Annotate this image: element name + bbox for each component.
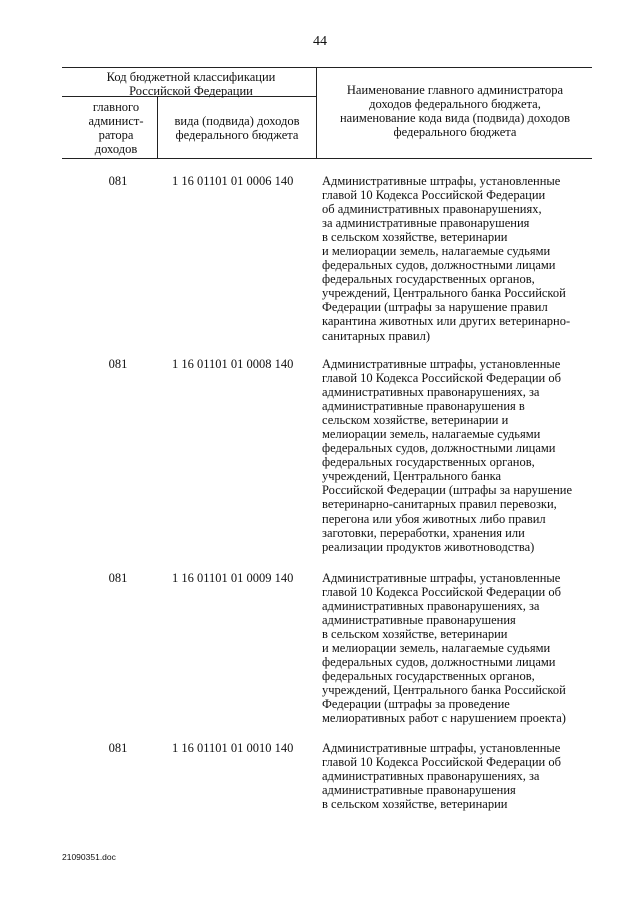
header-group-title: Код бюджетной классификации Российской Федерации: [106, 70, 276, 98]
revenue-name-line: в сельском хозяйстве, ветеринарии: [322, 627, 508, 642]
revenue-name-line: мелиорации земель, налагаемые судьями: [322, 427, 541, 442]
page-number: 44: [313, 34, 327, 49]
header-top-rule: [62, 67, 592, 68]
revenue-name: [322, 174, 592, 343]
revenue-code: 1 16 01101 01 0010 140: [172, 741, 294, 755]
header-bottom-rule: [62, 158, 592, 159]
header-col-admin: главного админист-ратора доходов: [88, 100, 144, 156]
revenue-name-line: федеральных государственных органов,: [322, 272, 535, 287]
revenue-name-line: учреждений, Центрального банка: [322, 469, 502, 484]
revenue-name-line: главой 10 Кодекса Российской Федерации: [322, 188, 546, 203]
revenue-name-line: административных правонарушениях, за: [322, 769, 540, 784]
revenue-name-line: административных правонарушениях, за: [322, 599, 540, 614]
revenue-name-line: Административные штрафы, установленные: [322, 741, 561, 755]
revenue-name-line: административные правонарушения в: [322, 399, 525, 414]
revenue-name-line: сельском хозяйстве, ветеринарии и: [322, 413, 509, 428]
revenue-name-line: карантина животных или других ветеринарно-: [322, 314, 571, 329]
revenue-name-line: за административные правонарушения: [322, 216, 530, 231]
revenue-name-line: об административных правонарушениях,: [322, 202, 542, 217]
revenue-name: [322, 571, 592, 726]
revenue-name-line: и мелиорации земель, налагаемые судьями: [322, 641, 551, 656]
revenue-name-line: административных правонарушениях, за: [322, 385, 540, 400]
header-divider-main: [316, 67, 317, 158]
revenue-name-line: федеральных судов, должностными лицами: [322, 258, 556, 273]
revenue-name-line: санитарных правил): [322, 328, 430, 343]
revenue-name-line: перегона или убоя животных либо правил: [322, 511, 546, 526]
admin-code: 081: [108, 741, 128, 755]
admin-code: 081: [108, 174, 128, 188]
admin-code: 081: [108, 571, 128, 585]
revenue-name-line: в сельском хозяйстве, ветеринарии: [322, 797, 508, 812]
header-col-code: вида (подвида) доходов федерального бюджета: [174, 114, 300, 142]
revenue-name-line: в сельском хозяйстве, ветеринарии: [322, 230, 508, 245]
revenue-name: [322, 357, 592, 554]
revenue-name-line: Федерации (штрафы за нарушение правил: [322, 300, 548, 315]
revenue-name-line: главой 10 Кодекса Российской Федерации об: [322, 755, 561, 770]
document-filename: 21090351.doc: [62, 852, 116, 862]
revenue-code: 1 16 01101 01 0006 140: [172, 174, 294, 188]
revenue-name: [322, 741, 592, 811]
revenue-name-line: главой 10 Кодекса Российской Федерации об: [322, 585, 561, 600]
revenue-name-line: и мелиорации земель, налагаемые судьями: [322, 244, 551, 259]
revenue-name-line: ветеринарно-санитарных правил перевозки,: [322, 497, 557, 512]
revenue-code: 1 16 01101 01 0009 140: [172, 571, 294, 585]
revenue-name-line: главой 10 Кодекса Российской Федерации об: [322, 371, 561, 386]
header-col-name: Наименование главного администратора доходов федерального бюджета, наименование кода вида (подвида) доходов федерального бюджета: [339, 83, 570, 139]
revenue-name-line: Федерации (штрафы за проведение: [322, 697, 510, 712]
admin-code: 081: [108, 357, 128, 371]
revenue-name-line: заготовки, переработки, хранения или: [322, 525, 525, 540]
revenue-name-line: Административные штрафы, установленные: [322, 357, 561, 371]
revenue-code: 1 16 01101 01 0008 140: [172, 357, 294, 371]
revenue-name-line: Российской Федерации (штрафы за нарушение: [322, 483, 572, 498]
header-divider-sub: [157, 96, 158, 158]
revenue-name-line: федеральных судов, должностными лицами: [322, 655, 556, 670]
revenue-name-line: федеральных государственных органов,: [322, 455, 535, 470]
revenue-name-line: федеральных судов, должностными лицами: [322, 441, 556, 456]
revenue-name-line: административные правонарушения: [322, 783, 516, 798]
revenue-name-line: учреждений, Центрального банка Российской: [322, 683, 566, 698]
revenue-name-line: мелиоративных работ с нарушением проекта): [322, 711, 566, 726]
revenue-name-line: административные правонарушения: [322, 613, 516, 628]
revenue-name-line: федеральных государственных органов,: [322, 669, 535, 684]
revenue-name-line: Административные штрафы, установленные: [322, 571, 561, 585]
revenue-name-line: учреждений, Центрального банка Российской: [322, 286, 566, 301]
revenue-name-line: реализации продуктов животноводства): [322, 539, 535, 554]
revenue-name-line: Административные штрафы, установленные: [322, 174, 561, 188]
